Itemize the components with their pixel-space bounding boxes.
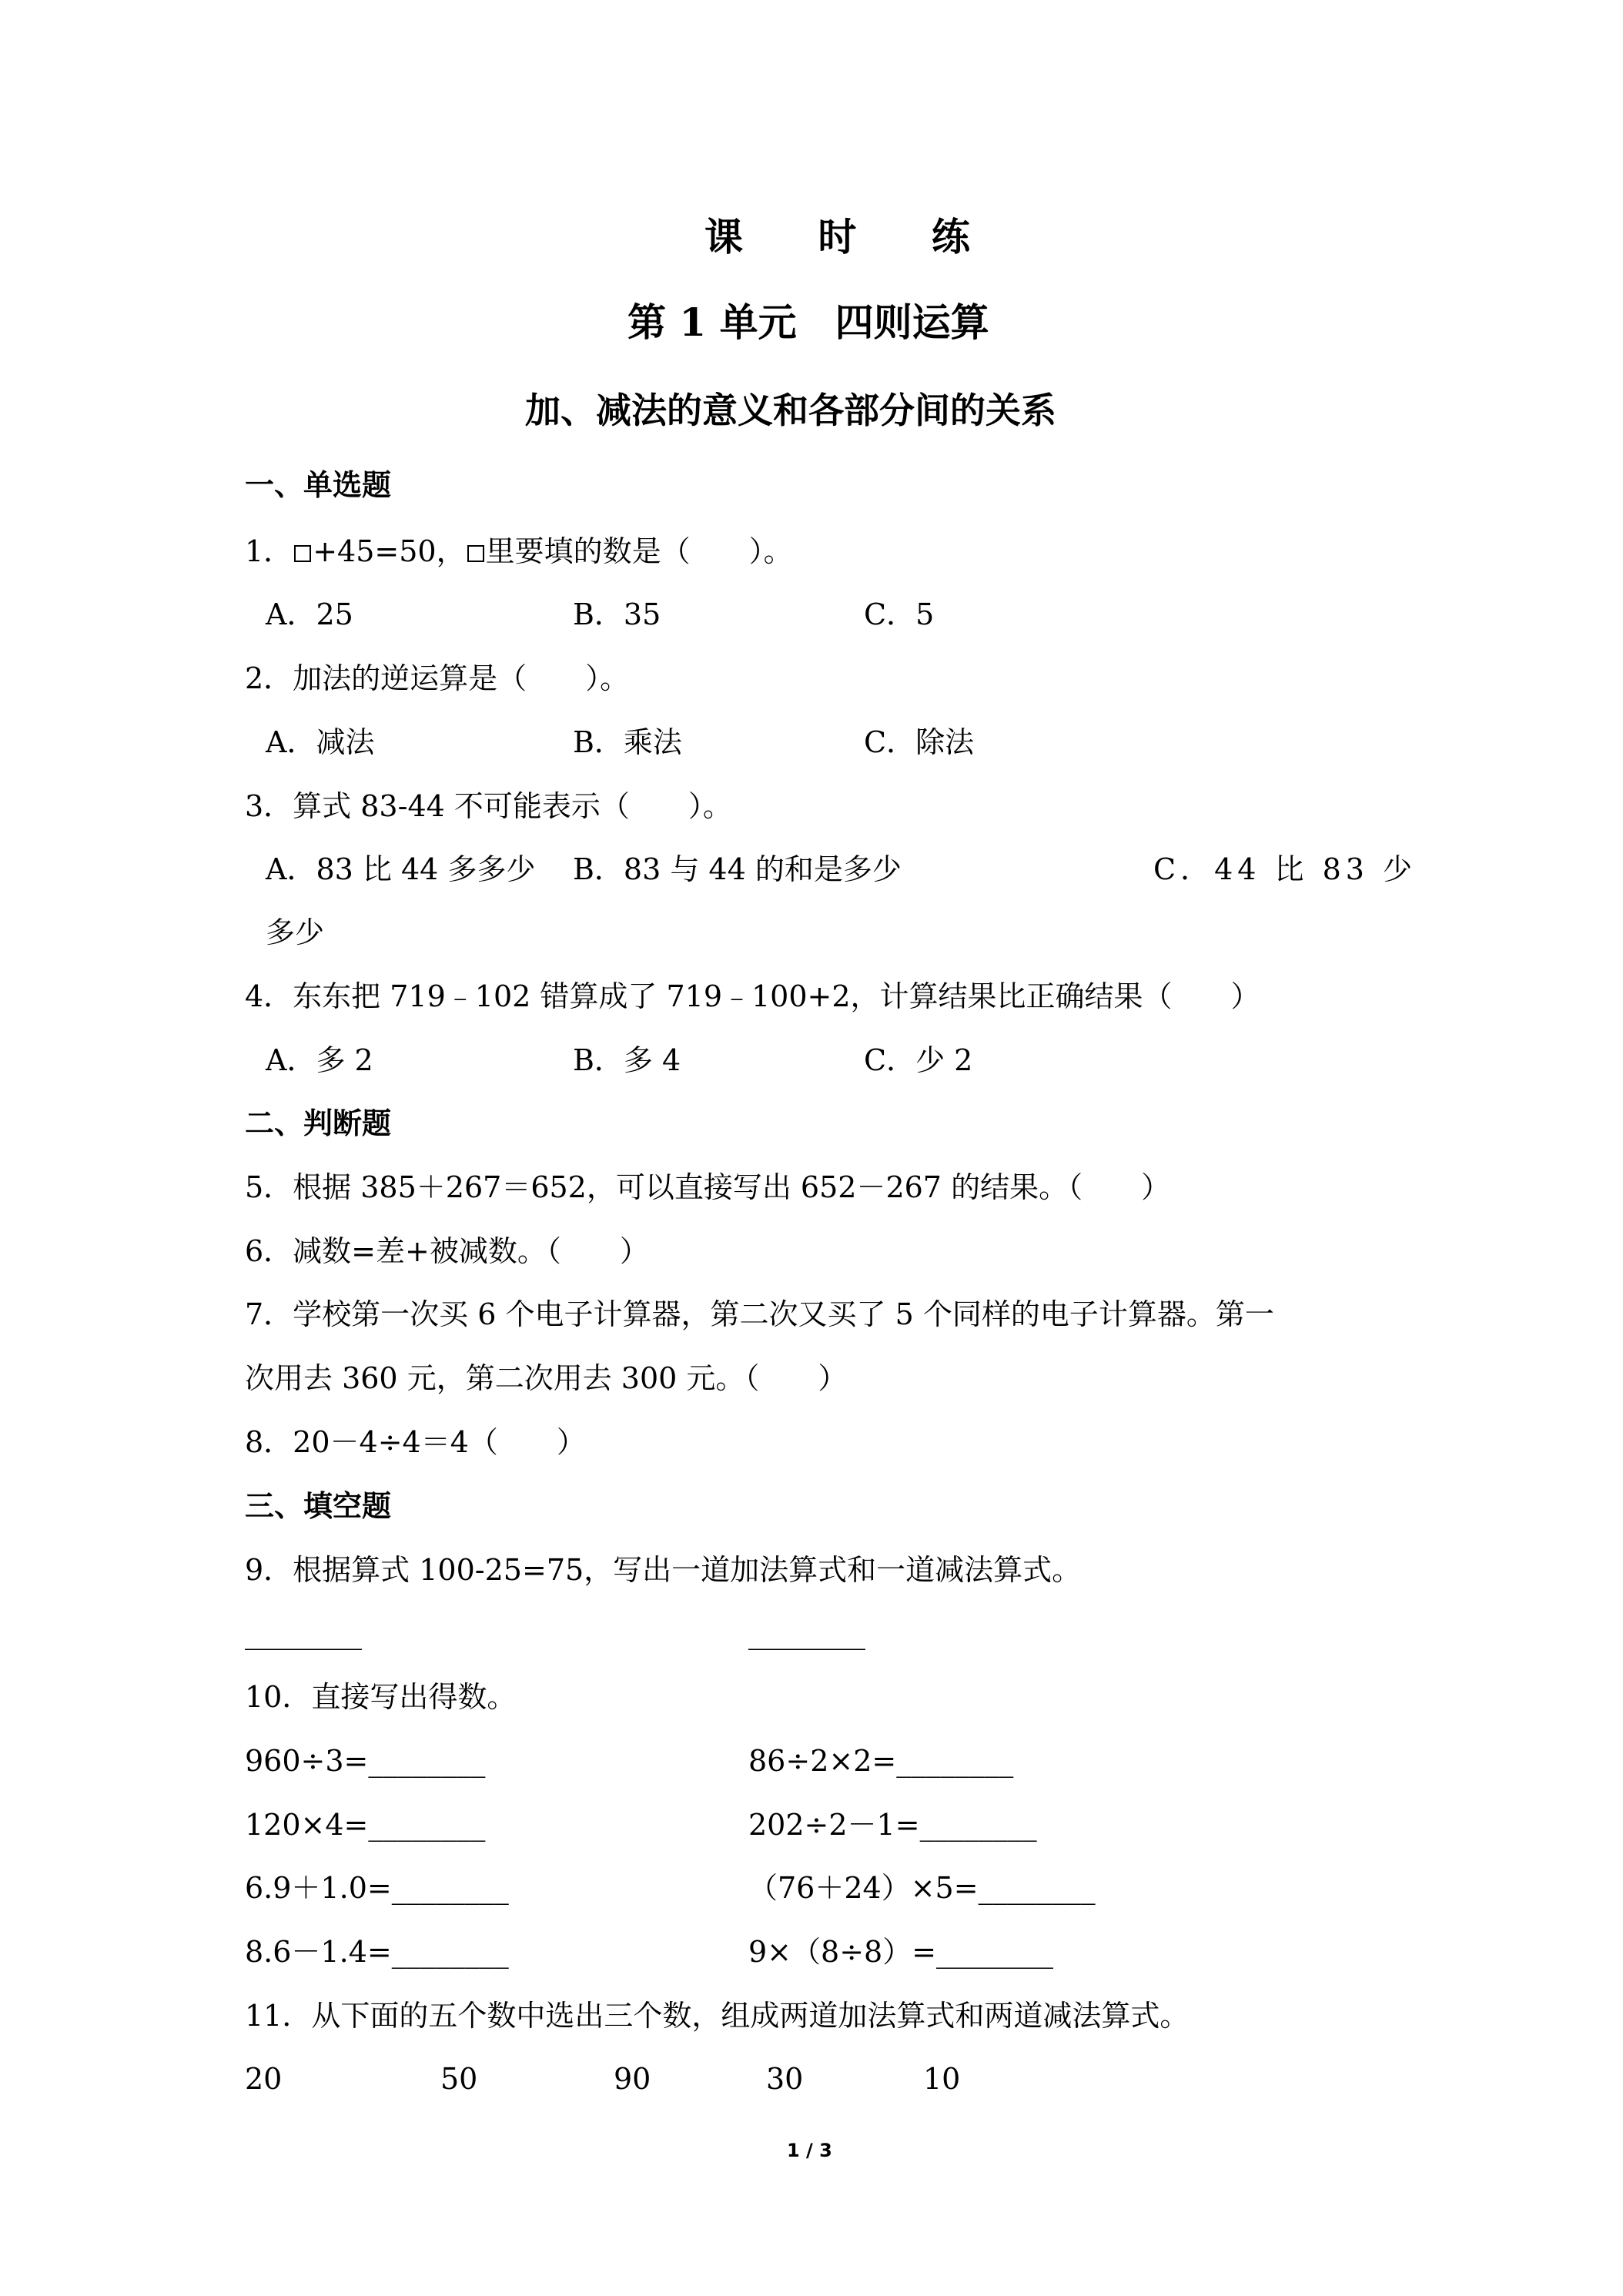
q2-option-c[interactable]: C．除法: [864, 725, 975, 759]
question-7-line-1: 7．学校第一次买 6 个电子计算器，第二次又买了 5 个同样的电子计算器。第一: [245, 1297, 1274, 1331]
question-1: [245, 534, 793, 568]
question-3: 3．算式 83-44 不可能表示（ ）。: [245, 789, 732, 823]
q11-number: 90: [614, 2062, 651, 2096]
question-11: 11．从下面的五个数中选出三个数，组成两道加法算式和两道减法算式。: [245, 1999, 1190, 2033]
section-heading-fill-in: 三、填空题: [245, 1488, 392, 1523]
q11-number: 50: [440, 2062, 478, 2096]
question-6: 6．减数=差+被减数。（ ）: [245, 1234, 649, 1268]
q10-item-6[interactable]: （76＋24）×5=________: [748, 1871, 1096, 1905]
blank-box-icon: [294, 545, 311, 562]
q10-item-5[interactable]: 6.9＋1.0=________: [245, 1871, 509, 1905]
q4-option-c[interactable]: C．少 2: [864, 1043, 973, 1077]
section-heading-true-false: 二、判断题: [245, 1106, 392, 1140]
question-4: 4．东东把 719﹣102 错算成了 719﹣100+2，计算结果比正确结果（ ）: [245, 979, 1260, 1013]
question-stem-part: 里要填的数是（ ）。: [485, 534, 793, 568]
q3-option-b[interactable]: B．83 与 44 的和是多少: [573, 852, 902, 886]
q2-option-b[interactable]: B．乘法: [573, 725, 682, 759]
q4-option-b[interactable]: B．多 4: [573, 1043, 681, 1077]
question-number: 1．: [245, 534, 293, 568]
q3-option-a[interactable]: A．83 比 44 多多少: [266, 852, 536, 886]
q9-answer-blank-2[interactable]: ________: [748, 1616, 865, 1650]
q1-option-a[interactable]: A．25: [266, 597, 353, 631]
unit-title: 第 1 单元 四则运算: [627, 300, 989, 345]
question-stem-part: +45=50，: [313, 534, 466, 568]
question-5: 5．根据 385＋267＝652，可以直接写出 652－267 的结果。（ ）: [245, 1170, 1171, 1204]
question-8: 8．20－4÷4＝4（ ）: [245, 1425, 586, 1459]
q3-option-c[interactable]: C．44 比 83 少: [1153, 852, 1417, 886]
q11-number: 30: [766, 2062, 804, 2096]
q10-item-4[interactable]: 202÷2－1=________: [748, 1808, 1037, 1842]
q4-option-a[interactable]: A．多 2: [266, 1043, 373, 1077]
q11-number: 20: [245, 2062, 283, 2096]
question-7-line-2: 次用去 360 元，第二次用去 300 元。（ ）: [245, 1361, 848, 1395]
q10-item-7[interactable]: 8.6－1.4=________: [245, 1935, 509, 1969]
q10-item-2[interactable]: 86÷2×2=________: [748, 1744, 1014, 1778]
question-9: 9．根据算式 100-25=75，写出一道加法算式和一道减法算式。: [245, 1553, 1082, 1587]
question-2: 2．加法的逆运算是（ ）。: [245, 661, 630, 695]
q1-option-b[interactable]: B．35: [573, 597, 661, 631]
q11-number: 10: [923, 2062, 961, 2096]
page-number: 1 / 3: [787, 2140, 832, 2161]
page-title: 课 时 练: [704, 214, 1001, 259]
question-10: 10．直接写出得数。: [245, 1680, 517, 1714]
q2-option-a[interactable]: A．减法: [266, 725, 375, 759]
q10-item-1[interactable]: 960÷3=________: [245, 1744, 486, 1778]
lesson-title: 加、减法的意义和各部分间的关系: [525, 390, 1056, 431]
q10-item-3[interactable]: 120×4=________: [245, 1808, 486, 1842]
q1-option-c[interactable]: C．5: [864, 597, 935, 631]
blank-box-icon: [467, 545, 484, 562]
section-heading-single-choice: 一、单选题: [245, 467, 392, 502]
q9-answer-blank-1[interactable]: ________: [245, 1616, 362, 1650]
q10-item-8[interactable]: 9×（8÷8）=________: [748, 1935, 1054, 1969]
q3-option-c-continued: 多少: [266, 915, 325, 949]
